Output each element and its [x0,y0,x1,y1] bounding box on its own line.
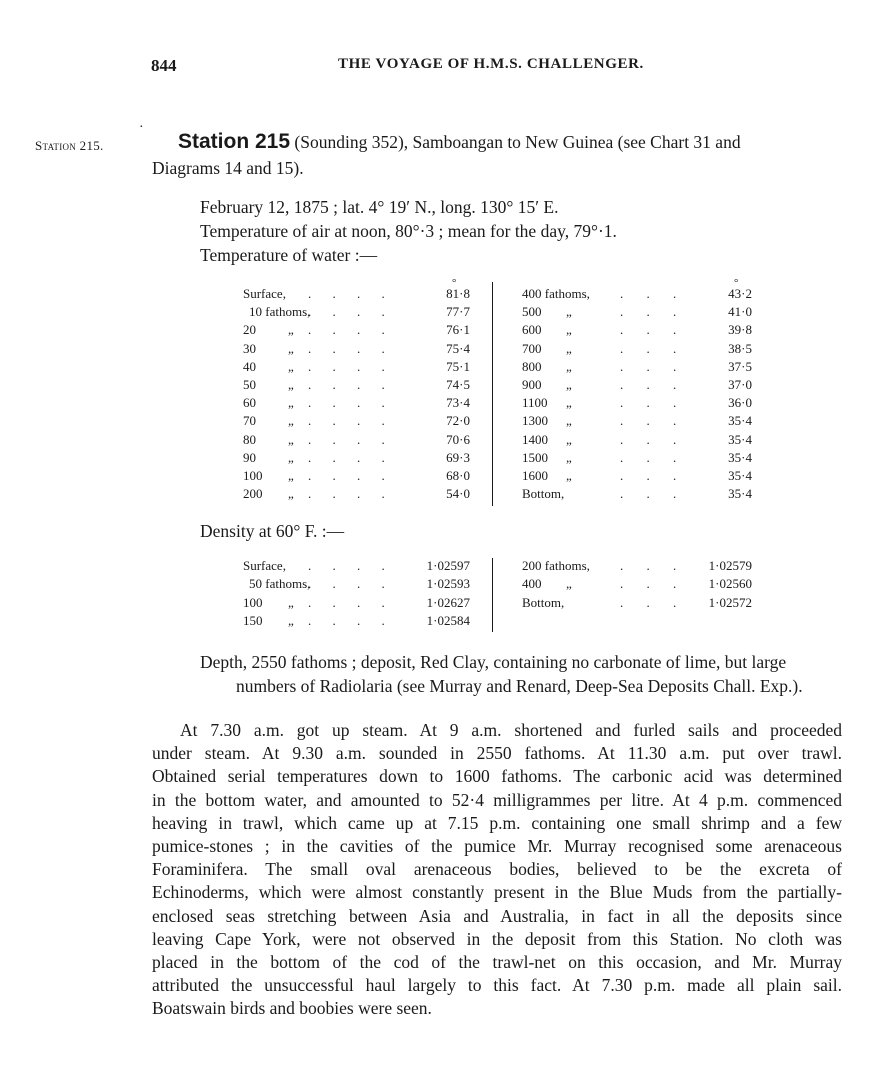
water-temperature-heading: Temperature of water :— [200,245,378,265]
temperature-right-leader-dots: . . . [620,340,677,356]
temperature-left-ditto-mark: „ [288,449,294,465]
temperature-left-depth: 30 [243,340,256,356]
temperature-right-value: 35·4 [728,486,752,502]
density-left-leader-dots: . . . . [308,558,385,573]
temperature-left-leader-dots: . . . . [308,286,385,301]
temperature-right-depth: 900 [522,377,542,392]
temperature-left-value: 75·4 [446,340,470,356]
temperature-right-leader-dots: . . . [620,322,677,338]
temperature-left-leader-dots: . . . . [308,413,385,429]
temperature-left-leader-dots: . . . . [308,449,385,465]
narrative-line: heaving in trawl, which came up at 7.15 p.m. containing one small shrimp and a few [152,812,842,833]
temperature-left-ditto-mark: „ [288,395,294,411]
temperature-right-value: 41·0 [728,304,752,320]
temperature-left-value: 69·3 [446,449,470,465]
density-left-leader-dots: . . . . [308,576,385,592]
density-right-value: 1·02572 [708,594,752,610]
temperature-left-leader-dots: . . . . [308,395,385,411]
temperature-left-depth: 10 fathoms, [249,304,311,320]
temperature-left-value: 54·0 [446,486,470,502]
station-heading-rest: (Sounding 352), Samboangan to New Guinea (see Chart 31 and [290,132,741,152]
temperature-left-leader-dots: . . . . [308,468,385,483]
temperature-right-depth: 1400 [522,431,548,447]
temperature-left-value: 77·7 [446,304,470,320]
density-right-value: 1·02579 [708,558,752,573]
narrative-line: Boatswain birds and boobies were seen. [152,998,432,1019]
temperature-right-depth: 800 [522,358,542,374]
station-heading-continued: Diagrams 14 and 15). [152,158,304,178]
temperature-left-leader-dots: . . . . [308,358,385,374]
temperature-table-divider [492,282,493,506]
temperature-left-value: 68·0 [446,468,470,483]
temperature-left-value: 75·1 [446,358,470,374]
temperature-right-value: 35·4 [728,431,752,447]
narrative-line: At 7.30 a.m. got up steam. At 9 a.m. shortened and furled sails and proceeded [180,720,842,740]
temperature-right-ditto-mark: „ [566,322,572,338]
temperature-left-depth: 80 [243,431,256,447]
density-table-divider [492,558,493,632]
temperature-left-value: 74·5 [446,377,470,392]
density-right-ditto-mark: „ [566,576,572,592]
temperature-right-leader-dots: . . . [620,431,677,447]
narrative-line: attributed the unsuccessful haul largely to this fact. At 7.30 p.m. made all plain sail. [152,975,842,996]
temperature-right-value: 36·0 [728,395,752,411]
density-left-leader-dots: . . . . [308,612,385,628]
temperature-right-depth: 500 [522,304,542,320]
temperature-right-ditto-mark: „ [566,468,572,483]
temperature-right-leader-dots: . . . [620,486,677,502]
degree-mark-right: ° [734,277,739,289]
temperature-left-depth: 90 [243,449,256,465]
temperature-right-depth: 1600 [522,468,548,483]
temperature-right-leader-dots: . . . [620,468,677,483]
temperature-left-ditto-mark: „ [288,468,294,483]
narrative-line: under steam. At 9.30 a.m. sounded in 2550 fathoms. At 11.30 a.m. put over trawl. [152,743,842,764]
temperature-left-value: 72·0 [446,413,470,429]
temperature-left-ditto-mark: „ [288,413,294,429]
temperature-right-ditto-mark: „ [566,377,572,392]
temperature-right-ditto-mark: „ [566,304,572,320]
temperature-right-value: 43·2 [728,286,752,301]
narrative-line: Echinoderms, which were almost constantly present in the Blue Muds from the partially- [152,882,842,903]
temperature-right-ditto-mark: „ [566,413,572,429]
density-left-depth: Surface, [243,558,286,573]
temperature-left-leader-dots: . . . . [308,377,385,392]
density-right-value: 1·02560 [708,576,752,592]
temperature-right-depth: 600 [522,322,542,338]
temperature-right-leader-dots: . . . [620,286,677,301]
density-left-ditto-mark: „ [288,594,294,610]
date-position-line: February 12, 1875 ; lat. 4° 19′ N., long. 130° 15′ E. [200,197,559,217]
density-right-leader-dots: . . . [620,594,677,610]
deposit-line-2: numbers of Radiolaria (see Murray and Renard, Deep-Sea Deposits Chall. Exp.). [236,676,803,696]
temperature-left-depth: 200 [243,486,263,502]
density-right-depth: Bottom, [522,594,565,610]
narrative-line: pumice-stones ; in the cavities of the pumice Mr. Murray recognised some arenaceous [152,836,842,857]
temperature-right-depth: 1500 [522,449,548,465]
temperature-right-leader-dots: . . . [620,449,677,465]
narrative-line: Obtained serial temperatures down to 1600 fathoms. The carbonic acid was determined [152,766,842,787]
density-heading: Density at 60° F. :— [200,521,345,541]
temperature-left-ditto-mark: „ [288,322,294,338]
temperature-left-leader-dots: . . . . [308,431,385,447]
air-temperature-line: Temperature of air at noon, 80°·3 ; mean for the day, 79°·1. [200,221,617,241]
temperature-right-leader-dots: . . . [620,377,677,392]
temperature-left-depth: 40 [243,358,256,374]
temperature-left-depth: 60 [243,395,256,411]
density-right-depth: 400 [522,576,542,592]
temperature-right-depth: 700 [522,340,542,356]
temperature-right-ditto-mark: „ [566,449,572,465]
deposit-line-1: Depth, 2550 fathoms ; deposit, Red Clay, containing no carbonate of lime, but large [200,652,787,672]
temperature-right-ditto-mark: „ [566,431,572,447]
density-right-depth: 200 fathoms, [522,558,590,573]
temperature-left-depth: 100 [243,468,263,483]
temperature-right-leader-dots: . . . [620,395,677,411]
temperature-right-ditto-mark: „ [566,358,572,374]
temperature-right-ditto-mark: „ [566,395,572,411]
density-left-value: 1·02627 [426,594,470,610]
density-left-depth: 50 fathoms, [249,576,311,592]
density-left-leader-dots: . . . . [308,594,385,610]
temperature-left-ditto-mark: „ [288,358,294,374]
temperature-left-leader-dots: . . . . [308,322,385,338]
density-left-depth: 150 [243,612,263,628]
temperature-right-value: 35·4 [728,449,752,465]
density-right-leader-dots: . . . [620,576,677,592]
temperature-right-value: 35·4 [728,413,752,429]
density-left-value: 1·02597 [426,558,470,573]
temperature-left-ditto-mark: „ [288,431,294,447]
temperature-left-depth: Surface, [243,286,286,301]
temperature-right-value: 39·8 [728,322,752,338]
temperature-left-ditto-mark: „ [288,340,294,356]
temperature-right-leader-dots: . . . [620,358,677,374]
temperature-left-value: 70·6 [446,431,470,447]
temperature-right-value: 38·5 [728,340,752,356]
station-heading [178,130,741,154]
page-number: 844 [151,56,177,75]
temperature-right-leader-dots: . . . [620,413,677,429]
temperature-right-depth: 400 fathoms, [522,286,590,301]
temperature-left-depth: 70 [243,413,256,429]
narrative-line: enclosed seas stretching between Asia and Australia, in fact in all the deposits since [152,905,842,926]
temperature-right-leader-dots: . . . [620,304,677,320]
narrative-line: Foraminifera. The small oval arenaceous bodies, believed to be the excreta of [152,859,842,880]
temperature-right-value: 35·4 [728,468,752,483]
temperature-left-value: 76·1 [446,322,470,338]
margin-note: Station 215. [35,138,104,153]
temperature-left-value: 81·8 [446,286,470,301]
temperature-left-ditto-mark: „ [288,377,294,392]
temperature-left-ditto-mark: „ [288,486,294,502]
narrative-paragraph [152,719,842,1021]
degree-mark-left: ° [452,277,457,289]
temperature-left-leader-dots: . . . . [308,304,385,320]
station-title: Station 215 [178,130,291,153]
margin-dot-mark: · [139,120,144,135]
narrative-line: in the bottom water, and amounted to 52·4 milligrammes per litre. At 4 p.m. commenced [152,789,842,810]
temperature-left-depth: 50 [243,377,256,392]
narrative-line: placed in the bottom of the cod of the trawl-net on this occasion, and Mr. Murray [152,952,842,973]
temperature-right-depth: 1100 [522,395,548,411]
density-left-depth: 100 [243,594,263,610]
running-head: THE VOYAGE OF H.M.S. CHALLENGER. [338,56,644,72]
temperature-right-value: 37·5 [728,358,752,374]
temperature-right-ditto-mark: „ [566,340,572,356]
temperature-left-leader-dots: . . . . [308,340,385,356]
temperature-right-depth: 1300 [522,413,548,429]
density-left-ditto-mark: „ [288,612,294,628]
temperature-left-leader-dots: . . . . [308,486,385,502]
density-left-value: 1·02584 [426,612,470,628]
density-left-value: 1·02593 [426,576,470,592]
temperature-right-value: 37·0 [728,377,752,392]
temperature-left-depth: 20 [243,322,256,338]
narrative-line: leaving Cape York, were not observed in the deposit from this Station. No cloth was [152,928,842,949]
temperature-right-depth: Bottom, [522,486,565,502]
temperature-left-value: 73·4 [446,395,470,411]
density-right-leader-dots: . . . [620,558,677,573]
